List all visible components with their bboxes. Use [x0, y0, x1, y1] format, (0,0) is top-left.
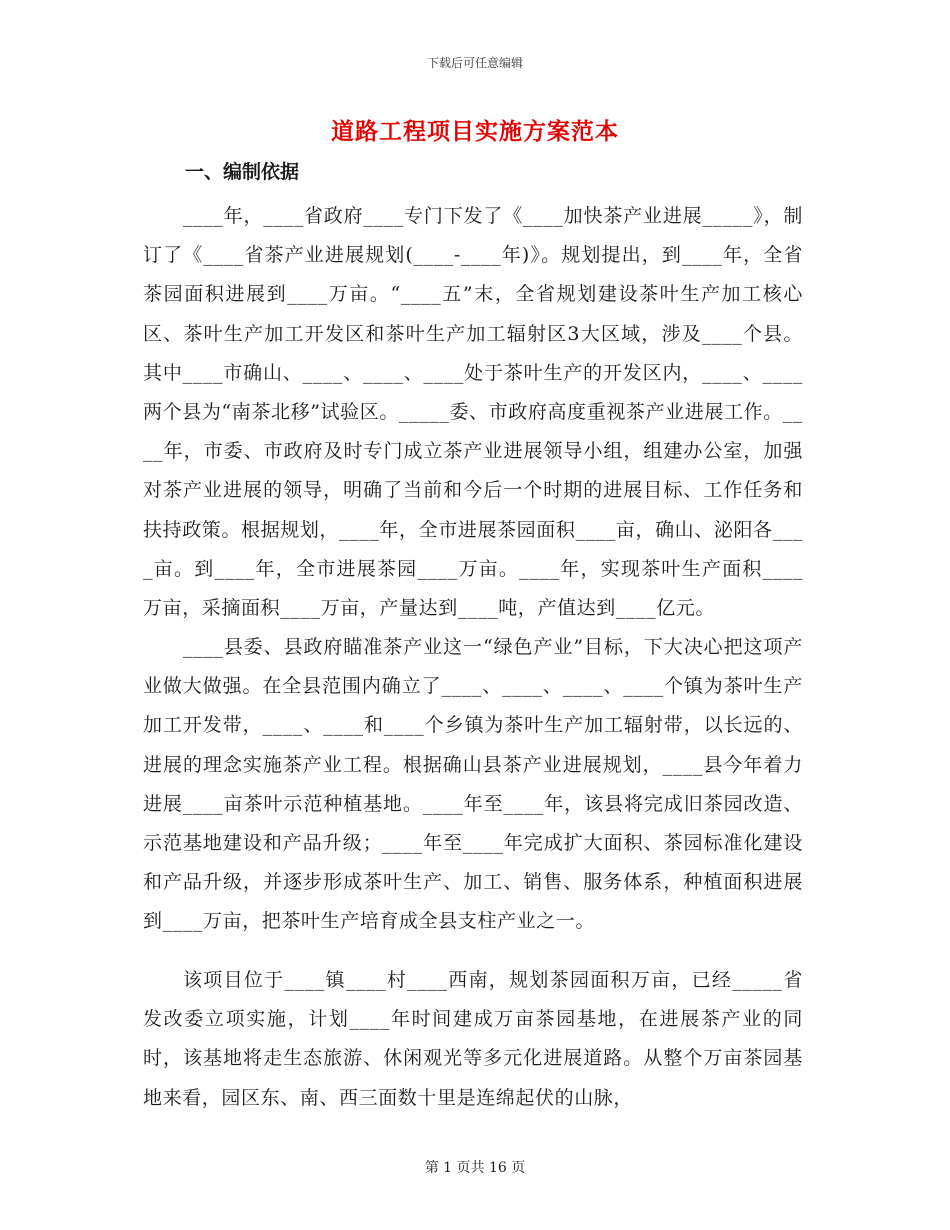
paragraph-text: ____县委、县政府瞄准茶产业这一“绿色产业”目标，下大决心把这项产业做大做强。在全县范围内确立了____、____、____、____个镇为茶叶生产加工开发带，____、____和____个乡镇为茶叶生产加工辐射带，以长远的、进展的理念实施茶产业工程。根据确山县茶产业进展规划，____县今年着力进展____亩茶叶示范种植基地。____年至____年，该县将完成旧茶园改造、示范基地建设和产品升级；____年至____年完成扩大面积、茶园标准化建设和产品升级，并逐步形成茶叶生产、加工、销售、服务体系，种植面积进展到____万亩，把茶叶生产培育成全县支柱产业之一。 [143, 636, 803, 933]
paragraph-text: ____年，____省政府____专门下发了《____加快茶产业进展_____》，制订了《____省茶产业进展规划(____-____年)》。规划提出，到____年，全省茶园面积进展到____万亩。“____五”末，全省规划建设茶叶生产加工核心区、茶叶生产加工开发区和茶叶生产加工辐射区3大区域，涉及____个县。其中____市确山、____、____、____处于茶叶生产的开发区内，____、____两个县为“南茶北移”试验区。_____委、市政府高度重视茶产业进展工作。____年，市委、市政府及时专门成立茶产业进展领导小组，组建办公室，加强对茶产业进展的领导，明确了当前和今后一个时期的进展目标、工作任务和扶持政策。根据规划，____年，全市进展茶园面积____亩，确山、泌阳各____亩。到____年，全市进展茶园____万亩。____年，实现茶叶生产面积____万亩，采摘面积____万亩，产量达到____吨，产值达到____亿元。 [143, 205, 803, 620]
page-number: 第 1 页共 16 页 [424, 1160, 526, 1176]
paragraph-3 [143, 961, 803, 1118]
paragraph-1 [143, 197, 803, 628]
paragraph-text: 该项目位于____镇____村____西南，规划茶园面积万亩，已经_____省发改委立项实施，计划____年时间建成万亩茶园基地，在进展茶产业的同时，该基地将走生态旅游、休闲观光等多元化进展道路。从整个万亩茶园基地来看，园区东、南、西三面数十里是连绵起伏的山脉， [143, 969, 803, 1109]
document-title: 道路工程项目实施方案范本 [331, 118, 619, 145]
section-heading: 一、编制依据 [185, 161, 300, 183]
header-note: 下载后可任意编辑 [426, 56, 523, 70]
paragraph-2 [143, 628, 803, 942]
